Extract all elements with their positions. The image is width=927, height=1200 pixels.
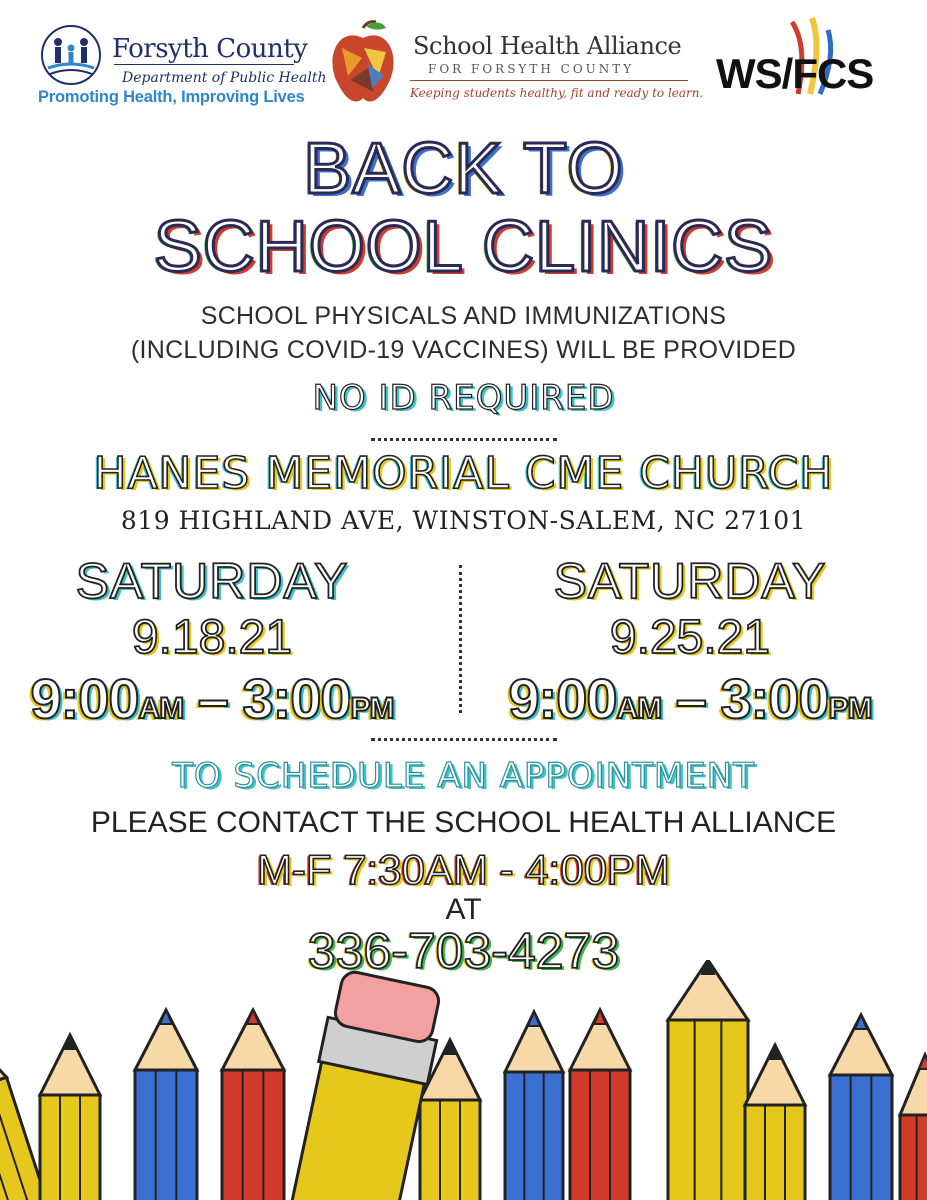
schedule-hours: M-F 7:30AM - 4:00PM xyxy=(256,846,671,893)
pencil-6 xyxy=(505,1012,563,1200)
pencils-illustration xyxy=(0,960,927,1200)
pencil-9 xyxy=(745,1045,805,1200)
subtitle-line-2: (INCLUDING COVID-19 VACCINES) WILL BE PROVIDED xyxy=(130,336,797,364)
divider-top xyxy=(371,438,557,441)
session-2-time xyxy=(500,666,880,731)
sha-rule xyxy=(410,80,688,81)
pencil-8 xyxy=(668,960,748,1200)
wsfcs-logo xyxy=(712,16,912,106)
title-line-2: SCHOOL CLINICS xyxy=(153,207,774,287)
session-1-day: SATURDAY xyxy=(75,553,349,609)
session-2-end: 3:00 xyxy=(720,667,829,730)
school-health-alliance-logo xyxy=(318,14,704,114)
pencil-3 xyxy=(135,1010,197,1200)
session-2-day: SATURDAY xyxy=(553,553,827,609)
session-2-end-suffix: PM xyxy=(828,692,872,725)
forsyth-county-logo xyxy=(38,20,327,112)
forsyth-tagline: Promoting Health, Improving Lives xyxy=(38,88,305,106)
logo-bar xyxy=(0,0,927,125)
subtitle-line-1: SCHOOL PHYSICALS AND IMMUNIZATIONS xyxy=(200,302,727,330)
session-1-date: 9.18.21 xyxy=(131,611,293,664)
apple-icon xyxy=(328,18,398,110)
pencil-11 xyxy=(900,1055,927,1200)
location-name: HANES MEMORIAL CME CHURCH xyxy=(93,448,834,499)
location-address: 819 HIGHLAND AVE, WINSTON-SALEM, NC 27101 xyxy=(120,506,807,535)
pencil-2 xyxy=(40,1035,100,1200)
forsyth-county-name: Forsyth County xyxy=(112,34,308,64)
pencil-10 xyxy=(830,1015,892,1200)
no-id-required: NO ID REQUIRED xyxy=(312,378,615,418)
sha-for-county: FOR FORSYTH COUNTY xyxy=(428,62,635,76)
sha-tagline: Keeping students healthy, fit and ready to learn. xyxy=(410,86,704,100)
family-icon xyxy=(40,24,102,86)
phone-number[interactable]: 336-703-4273 xyxy=(307,923,620,979)
session-1-end: 3:00 xyxy=(242,667,351,730)
session-1-dash: – xyxy=(183,667,243,730)
wsfcs-text: WS/FCS xyxy=(716,50,874,97)
forsyth-department: Department of Public Health xyxy=(122,70,327,86)
divider-vertical xyxy=(459,565,462,713)
session-1-start: 9:00 xyxy=(30,667,139,730)
sha-name: School Health Alliance xyxy=(413,32,682,60)
schedule-at: AT xyxy=(445,893,482,926)
pencil-4 xyxy=(222,1010,284,1200)
session-2-date: 9.25.21 xyxy=(609,611,771,664)
pencil-7 xyxy=(570,1010,630,1200)
schedule-heading: TO SCHEDULE AN APPOINTMENT xyxy=(172,756,755,796)
session-2-start-suffix: AM xyxy=(616,692,662,725)
session-2-start: 9:00 xyxy=(508,667,617,730)
divider-bottom xyxy=(371,738,557,741)
session-1-time xyxy=(22,666,402,731)
schedule-contact: PLEASE CONTACT THE SCHOOL HEALTH ALLIANCE xyxy=(90,806,837,839)
title-line-1: BACK TO xyxy=(303,129,624,209)
session-2-dash: – xyxy=(661,667,721,730)
session-1-end-suffix: PM xyxy=(350,692,394,725)
session-1-start-suffix: AM xyxy=(138,692,184,725)
forsyth-rule xyxy=(114,64,294,65)
